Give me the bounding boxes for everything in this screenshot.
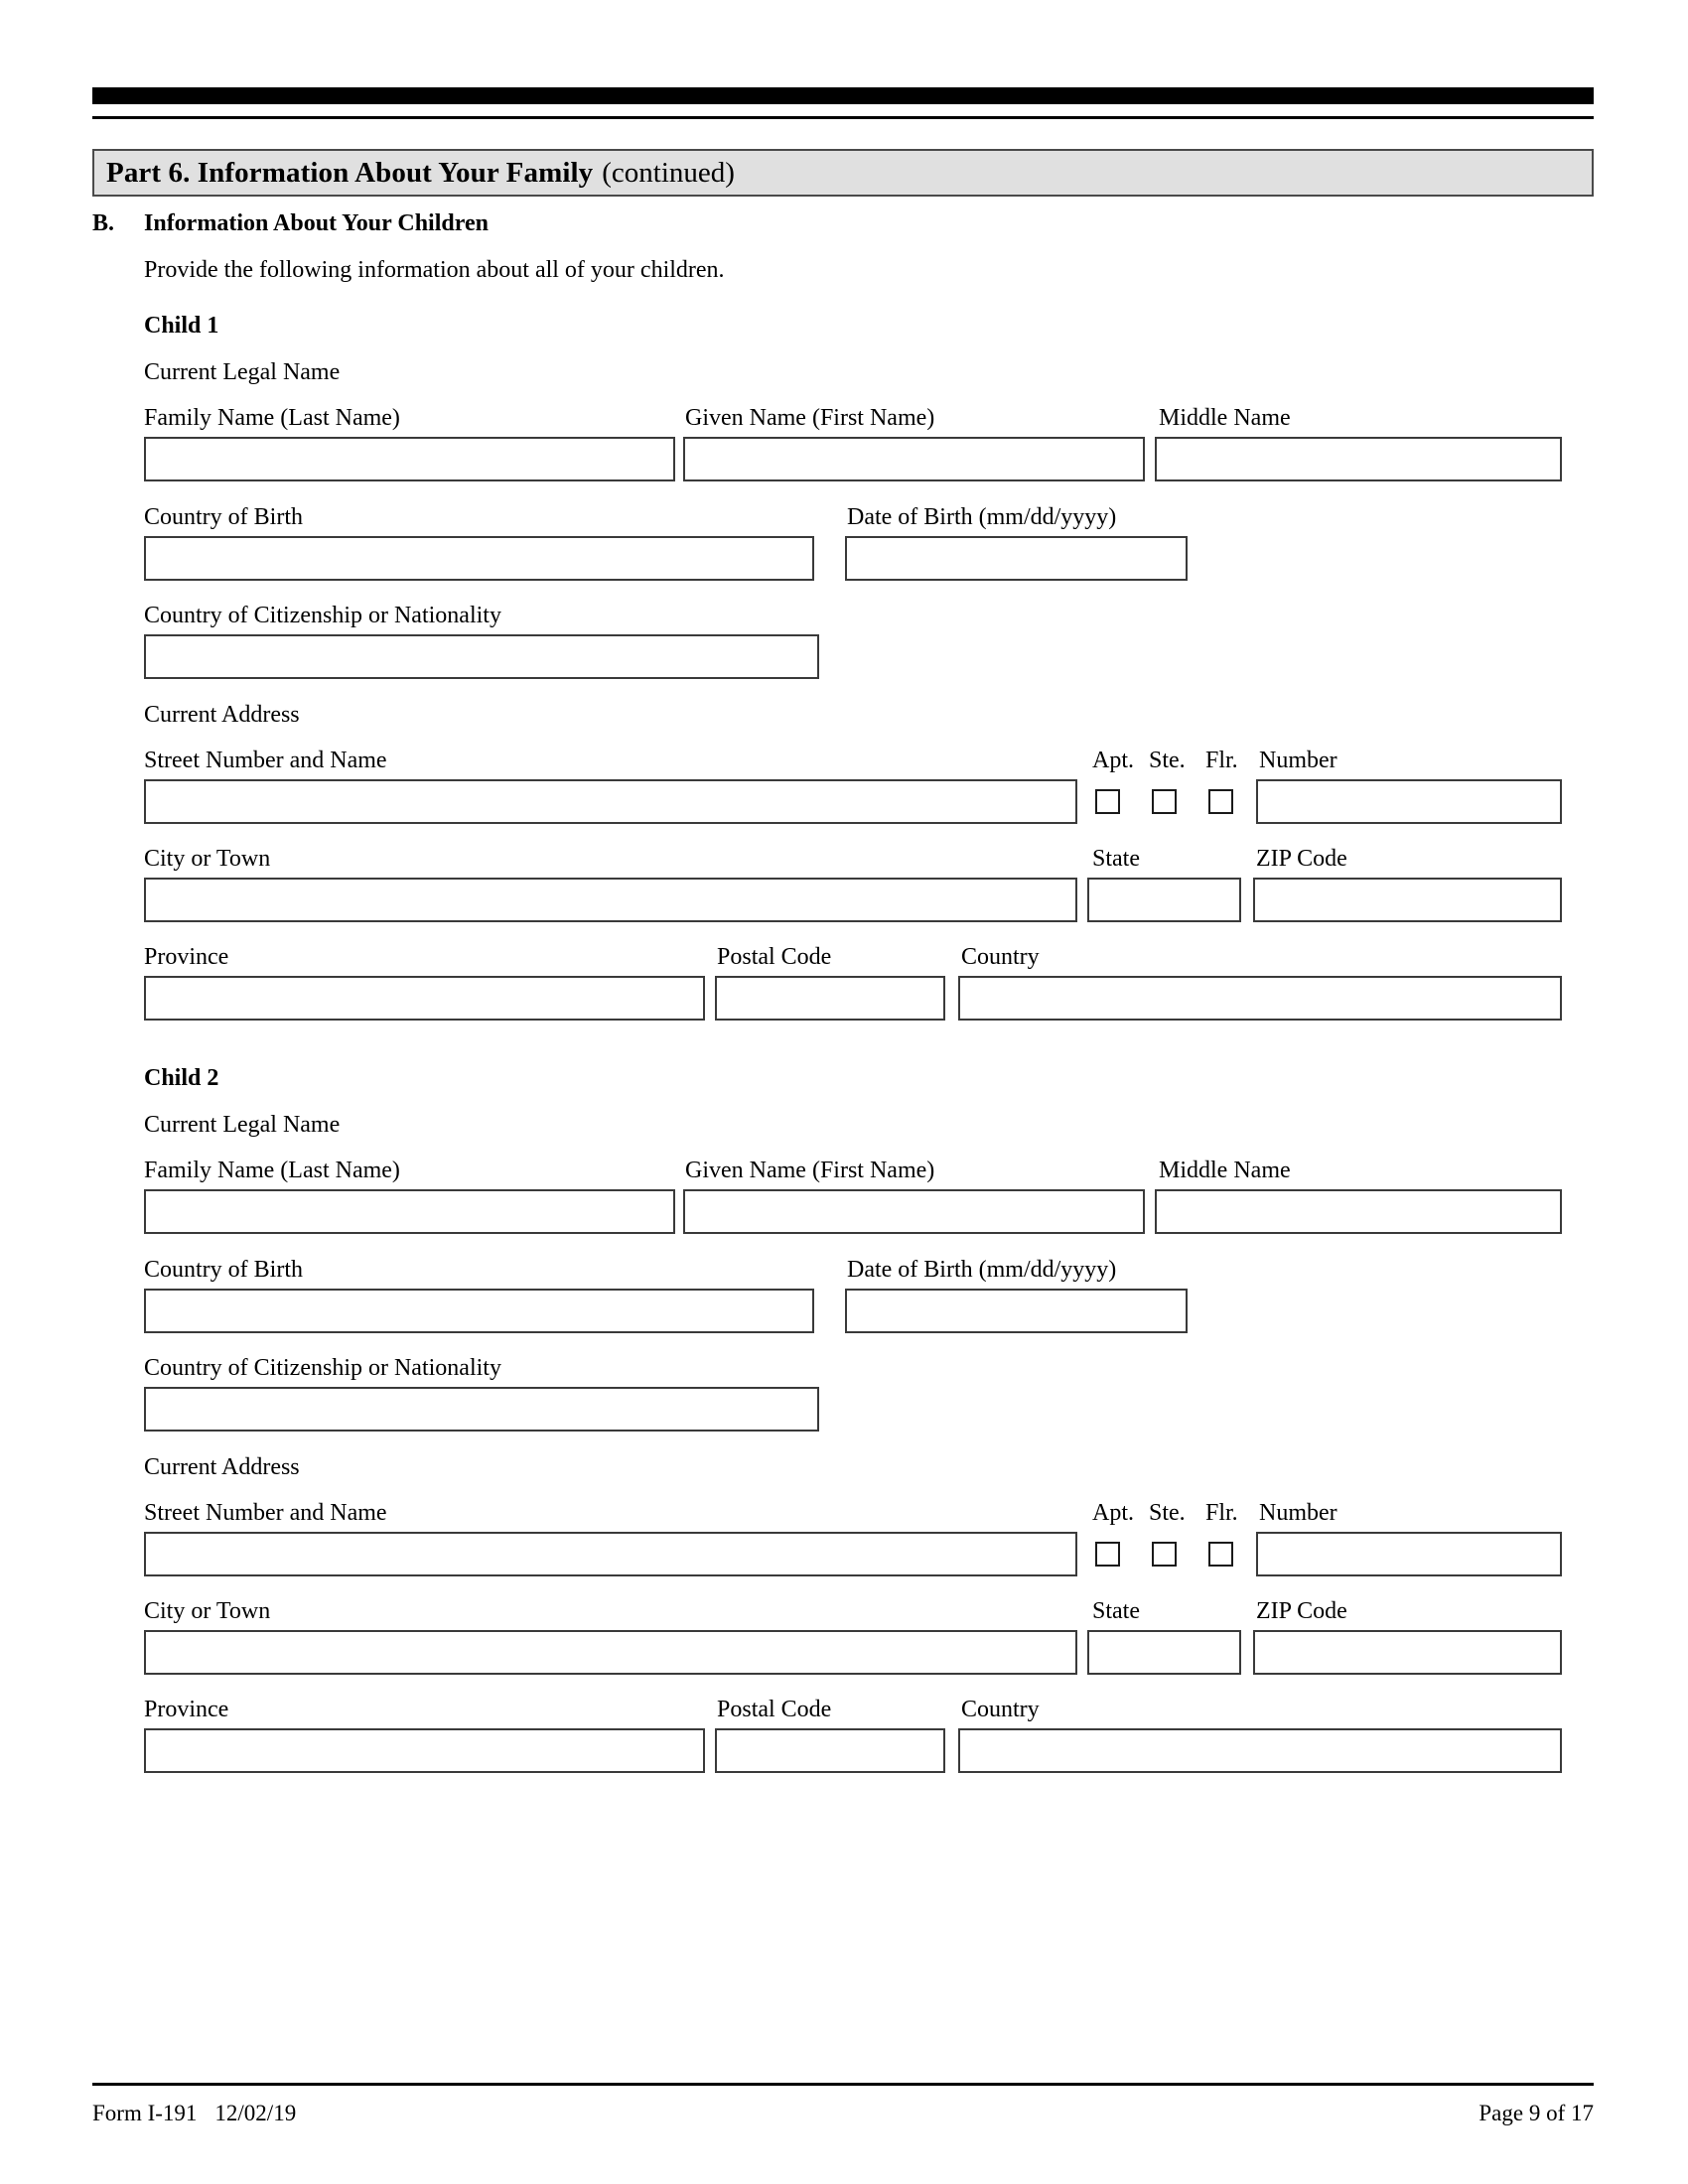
part-banner: [92, 149, 1594, 197]
child-2-city-input[interactable]: [144, 1630, 1077, 1675]
child-2-state-label: State: [1092, 1598, 1140, 1624]
child-2-family-name-input[interactable]: [144, 1189, 675, 1234]
child-1-date-of-birth-label: Date of Birth (mm/dd/yyyy): [847, 504, 1117, 530]
child-2-street-input[interactable]: [144, 1532, 1077, 1576]
child-2-middle-name-label: Middle Name: [1159, 1158, 1291, 1183]
child-2-apt-checkbox[interactable]: [1095, 1542, 1120, 1567]
child-2-date-of-birth-label: Date of Birth (mm/dd/yyyy): [847, 1257, 1117, 1283]
child-1-apt-label: Apt.: [1092, 748, 1134, 773]
section-intro: Provide the following information about all of your children.: [144, 257, 725, 283]
child-1-country-of-birth-label: Country of Birth: [144, 504, 303, 530]
child-2-postal-code-input[interactable]: [715, 1728, 945, 1773]
footer-form-id: [92, 2101, 296, 2126]
child-1-middle-name-label: Middle Name: [1159, 405, 1291, 431]
child-1-state-label: State: [1092, 846, 1140, 872]
child-2-ste-label: Ste.: [1149, 1500, 1186, 1526]
child-1-street-input[interactable]: [144, 779, 1077, 824]
child-2-country-of-citizenship-input[interactable]: [144, 1387, 819, 1432]
section-letter: B.: [92, 210, 115, 236]
child-1-province-input[interactable]: [144, 976, 705, 1021]
footer-form-date: 12/02/19: [214, 2101, 297, 2125]
child-1-postal-code-label: Postal Code: [717, 944, 832, 970]
section-title: Information About Your Children: [144, 210, 489, 236]
child-2-number-input[interactable]: [1256, 1532, 1562, 1576]
child-1-heading: Child 1: [144, 313, 219, 339]
child-1-country-of-citizenship-label: Country of Citizenship or Nationality: [144, 603, 501, 628]
child-1-city-input[interactable]: [144, 878, 1077, 922]
child-1-country-input[interactable]: [958, 976, 1562, 1021]
child-2-number-label: Number: [1259, 1500, 1337, 1526]
child-2-apt-label: Apt.: [1092, 1500, 1134, 1526]
child-2-state-input[interactable]: [1087, 1630, 1241, 1675]
child-1-zip-input[interactable]: [1253, 878, 1562, 922]
child-2-country-of-birth-input[interactable]: [144, 1289, 814, 1333]
child-1-date-of-birth-input[interactable]: [845, 536, 1188, 581]
child-1-country-label: Country: [961, 944, 1040, 970]
child-1-city-label: City or Town: [144, 846, 271, 872]
child-2-given-name-input[interactable]: [683, 1189, 1145, 1234]
child-2-country-input[interactable]: [958, 1728, 1562, 1773]
child-1-flr-label: Flr.: [1205, 748, 1238, 773]
child-1-given-name-input[interactable]: [683, 437, 1145, 481]
child-2-country-of-citizenship-label: Country of Citizenship or Nationality: [144, 1355, 501, 1381]
child-2-family-name-label: Family Name (Last Name): [144, 1158, 400, 1183]
child-2-country-of-birth-label: Country of Birth: [144, 1257, 303, 1283]
child-1-given-name-label: Given Name (First Name): [685, 405, 935, 431]
child-1-middle-name-input[interactable]: [1155, 437, 1562, 481]
child-2-city-label: City or Town: [144, 1598, 271, 1624]
child-1-postal-code-input[interactable]: [715, 976, 945, 1021]
child-2-date-of-birth-input[interactable]: [845, 1289, 1188, 1333]
child-2-middle-name-input[interactable]: [1155, 1189, 1562, 1234]
child-1-ste-checkbox[interactable]: [1152, 789, 1177, 814]
child-1-flr-checkbox[interactable]: [1208, 789, 1233, 814]
header-black-bar: [92, 87, 1594, 104]
child-1-family-name-label: Family Name (Last Name): [144, 405, 400, 431]
child-1-street-label: Street Number and Name: [144, 748, 387, 773]
part-banner-continued: (continued): [602, 156, 735, 189]
child-1-province-label: Province: [144, 944, 229, 970]
child-2-province-label: Province: [144, 1697, 229, 1722]
child-2-zip-input[interactable]: [1253, 1630, 1562, 1675]
child-2-given-name-label: Given Name (First Name): [685, 1158, 935, 1183]
child-2-province-input[interactable]: [144, 1728, 705, 1773]
child-1-ste-label: Ste.: [1149, 748, 1186, 773]
child-1-current-legal-name-label: Current Legal Name: [144, 359, 341, 385]
child-1-apt-checkbox[interactable]: [1095, 789, 1120, 814]
footer-form-number: Form I-191: [92, 2101, 198, 2125]
part-banner-title: Part 6. Information About Your Family: [106, 156, 594, 189]
child-2-current-legal-name-label: Current Legal Name: [144, 1112, 341, 1138]
child-1-family-name-input[interactable]: [144, 437, 675, 481]
child-1-country-of-birth-input[interactable]: [144, 536, 814, 581]
footer-page-number: Page 9 of 17: [1478, 2101, 1594, 2125]
child-2-postal-code-label: Postal Code: [717, 1697, 832, 1722]
child-1-number-label: Number: [1259, 748, 1337, 773]
child-1-state-input[interactable]: [1087, 878, 1241, 922]
child-2-country-label: Country: [961, 1697, 1040, 1722]
child-2-ste-checkbox[interactable]: [1152, 1542, 1177, 1567]
child-2-heading: Child 2: [144, 1065, 219, 1091]
child-1-number-input[interactable]: [1256, 779, 1562, 824]
child-1-country-of-citizenship-input[interactable]: [144, 634, 819, 679]
child-1-current-address-label: Current Address: [144, 702, 300, 728]
child-2-flr-label: Flr.: [1205, 1500, 1238, 1526]
footer-rule: [92, 2083, 1594, 2086]
child-2-street-label: Street Number and Name: [144, 1500, 387, 1526]
child-2-flr-checkbox[interactable]: [1208, 1542, 1233, 1567]
child-1-zip-label: ZIP Code: [1256, 846, 1347, 872]
header-thin-rule: [92, 116, 1594, 119]
child-2-current-address-label: Current Address: [144, 1454, 300, 1480]
child-2-zip-label: ZIP Code: [1256, 1598, 1347, 1624]
